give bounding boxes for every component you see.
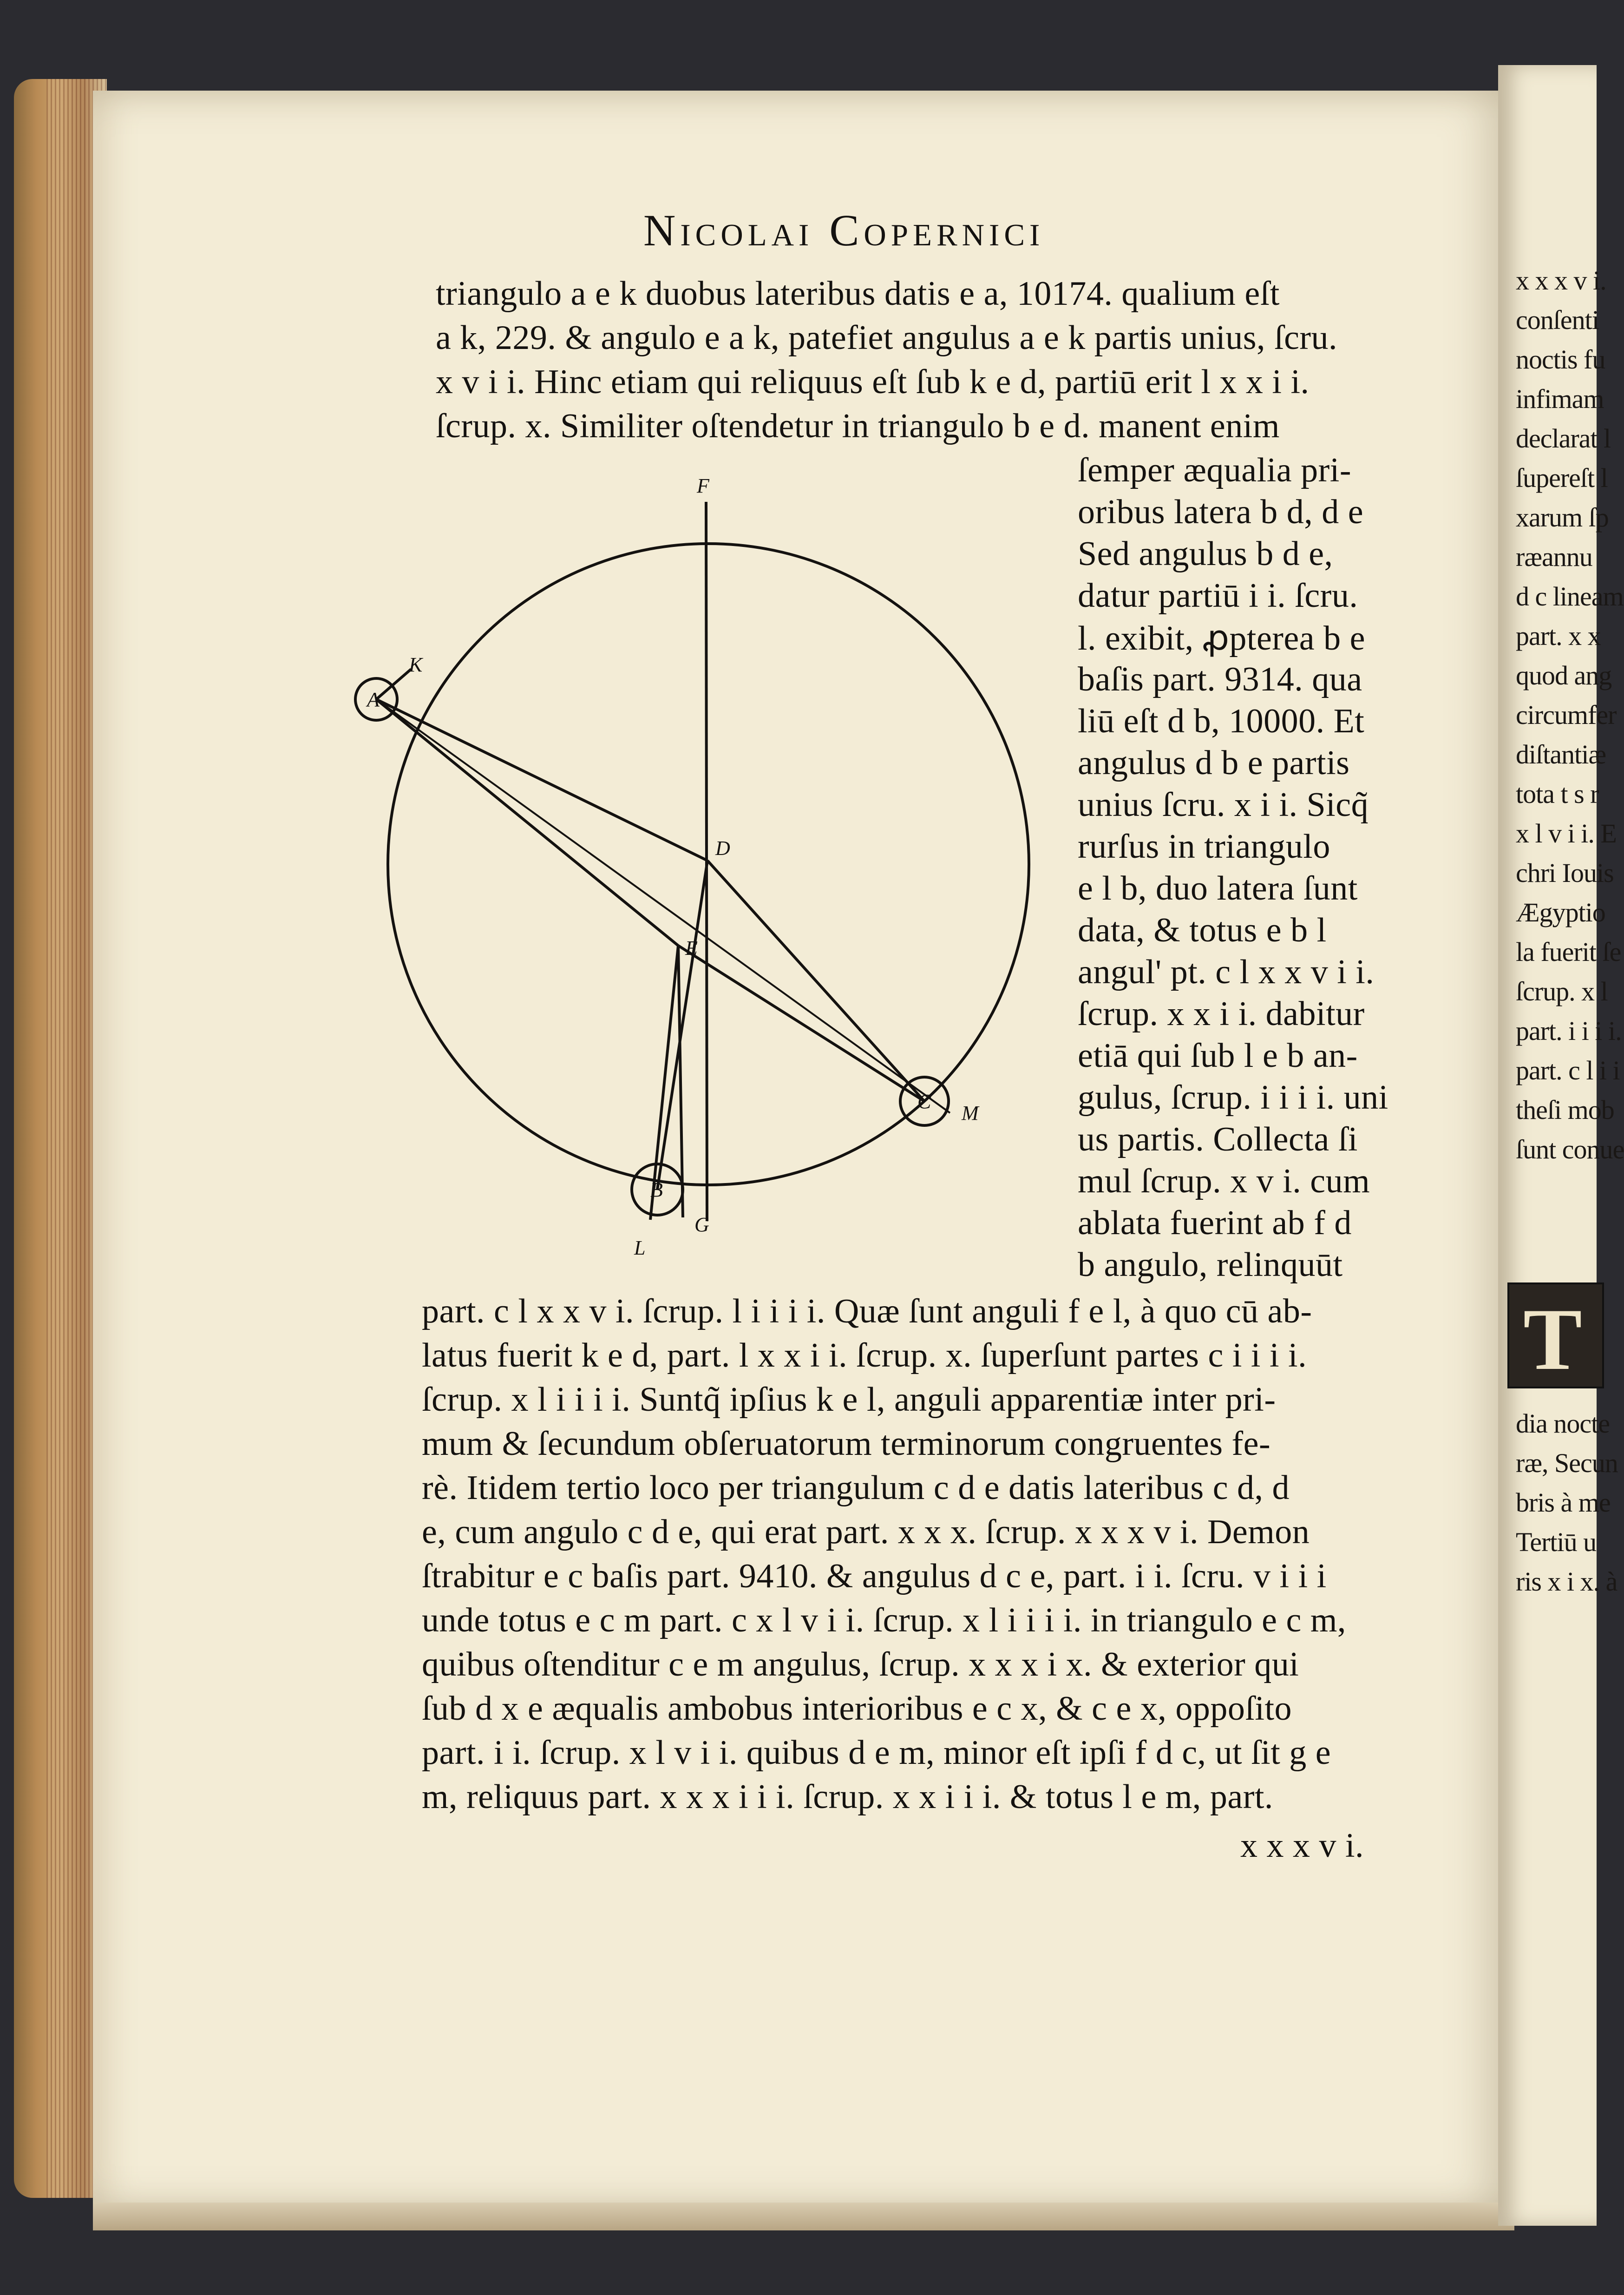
text-line: ſtrabitur e c baſis part. 9410. & angulus d c e, part. i i. ſcru. v i i i (422, 1557, 1327, 1595)
side-text-line: Sed angulus b d e, (1078, 535, 1333, 573)
side-text-line: data, & totus e b l (1078, 911, 1327, 949)
facing-page (1498, 65, 1624, 2226)
text-line: quibus oſtenditur c e m angulus, ſcrup. x x x i x. & exterior qui (422, 1645, 1299, 1683)
facing-line: bris à me (1516, 1487, 1611, 1518)
geometric-diagram (325, 465, 1078, 1301)
line-a-d (376, 699, 707, 861)
facing-line: chri Iouis (1516, 858, 1614, 888)
facing-line: dia nocte (1516, 1408, 1610, 1439)
catchword: x x x v i. (1240, 1827, 1364, 1865)
facing-line: ſunt conue (1516, 1134, 1624, 1164)
facing-line: ris x i x. à (1516, 1566, 1617, 1597)
text-line: unde totus e c m part. c x l v i i. ſcrup. x l i i i i. in triangulo e c m, (422, 1601, 1346, 1639)
facing-line: part. i i i i. (1516, 1016, 1622, 1046)
text-line: e, cum angulo c d e, qui erat part. x x x. ſcrup. x x x v i. Demon (422, 1513, 1310, 1551)
facing-line: xarum ſp (1516, 502, 1609, 533)
text-line: ſcrup. x. Similiter oſtendetur in triangulo b e d. manent enim (436, 407, 1280, 445)
facing-line: theſi mob (1516, 1095, 1614, 1125)
facing-line: Tertiū u (1516, 1527, 1597, 1557)
label-a: A (367, 688, 380, 711)
text-line: ſub d x e æqualis ambobus interioribus e c x, & c e x, oppoſito (422, 1690, 1292, 1728)
facing-line: Ægyptio (1516, 897, 1605, 927)
label-d: D (715, 837, 730, 860)
facing-line: declarat l (1516, 423, 1611, 454)
facing-line: part. x x (1516, 621, 1601, 651)
line-d-c (707, 861, 924, 1101)
facing-line: part. c l i i (1516, 1055, 1620, 1085)
label-k: K (409, 653, 423, 676)
side-text-line: b angulo, relinquūt (1078, 1246, 1343, 1284)
facing-line: x l v i i. E (1516, 818, 1617, 848)
side-text-line: ſcrup. x x i i. dabitur (1078, 995, 1365, 1033)
text-line: ſcrup. x l i i i i. Suntq̃ ipſius k e l, anguli apparentiæ inter pri- (422, 1381, 1276, 1419)
facing-decorated-initial (1507, 1282, 1604, 1388)
text-line: x v i i. Hinc etiam qui reliquus eſt ſub k e d, partiū erit l x x i i. (436, 363, 1310, 401)
label-e: E (685, 937, 698, 960)
facing-line: ræannu (1516, 542, 1592, 572)
facing-line: ſupereſt l (1516, 463, 1608, 493)
facing-line: conſenti (1516, 305, 1599, 335)
text-line: latus fuerit k e d, part. l x x i i. ſcrup. x. ſuperſunt partes c i i i i. (422, 1336, 1307, 1374)
label-m: M (962, 1102, 979, 1124)
side-text-line: l. exibit, ꝓpterea b e (1078, 619, 1365, 658)
side-text-line: ſemper æqualia pri- (1078, 451, 1351, 489)
line-e-c (678, 946, 924, 1101)
side-text-line: ablata fuerint ab f d (1078, 1204, 1352, 1242)
line-a-m (376, 699, 950, 1113)
side-text-line: liū eſt d b, 10000. Et (1078, 702, 1365, 740)
facing-line: infimam (1516, 384, 1604, 414)
side-text-line: e l b, duo latera ſunt (1078, 869, 1358, 907)
side-text-line: datur partiū i i. ſcru. (1078, 577, 1358, 615)
text-line: part. i i. ſcrup. x l v i i. quibus d e m, minor eſt ipſi f d c, ut ſit g e (422, 1734, 1331, 1772)
text-line: rè. Itidem tertio loco per triangulum c d e datis lateribus c d, d (422, 1469, 1290, 1507)
side-text-line: gulus, ſcrup. i i i i. uni (1078, 1078, 1388, 1117)
facing-line: circumfer (1516, 700, 1617, 730)
book-bottom-edge (93, 2203, 1514, 2230)
side-text-line: unius ſcru. x i i. Sicq̃ (1078, 786, 1369, 824)
text-line: mum & ſecundum obſeruatorum terminorum congruentes fe- (422, 1425, 1271, 1463)
side-text-line: angul' pt. c l x x v i i. (1078, 953, 1375, 991)
label-f: F (697, 474, 709, 497)
text-line: part. c l x x v i. ſcrup. l i i i i. Quæ ſunt anguli f e l, à quo cū ab- (422, 1292, 1312, 1330)
label-g: G (694, 1213, 709, 1236)
side-text-line: mul ſcrup. x v i. cum (1078, 1162, 1370, 1200)
facing-line: d c lineam (1516, 581, 1624, 612)
label-l: L (634, 1236, 646, 1259)
facing-line: x x x v i. (1516, 265, 1606, 296)
main-circle (388, 544, 1029, 1185)
facing-line: la fuerit ſe (1516, 937, 1621, 967)
side-text-line: angulus d b e partis (1078, 744, 1350, 782)
facing-line: noctis fu (1516, 344, 1605, 375)
line-a-k (376, 669, 411, 699)
facing-line: diſtantiæ (1516, 739, 1606, 769)
label-b: B (650, 1178, 663, 1201)
facing-line: ræ, Secun (1516, 1448, 1618, 1478)
side-text-line: baſis part. 9314. qua (1078, 660, 1362, 698)
facing-line: quod ang (1516, 660, 1612, 690)
label-c: C (917, 1090, 931, 1113)
side-text-line: oribus latera b d, d e (1078, 493, 1364, 531)
facing-initial-letter: T (1523, 1291, 1582, 1388)
facing-line: tota t s r (1516, 779, 1599, 809)
side-text-line: us partis. Collecta ſi (1078, 1120, 1358, 1158)
running-header: Nicolai Copernici (643, 205, 1045, 255)
text-line: triangulo a e k duobus lateribus datis e a, 10174. qualium eſt (436, 275, 1280, 313)
text-line: a k, 229. & angulo e a k, patefiet angulus a e k partis unius, ſcru. (436, 319, 1338, 357)
side-text-line: etiā qui ſub l e b an- (1078, 1037, 1358, 1075)
facing-line: ſcrup. x l (1516, 976, 1608, 1006)
text-line: m, reliquus part. x x x i i i. ſcrup. x x i i i. & totus l e m, part. (422, 1778, 1273, 1816)
line-a-e (376, 699, 678, 946)
side-text-line: rurſus in triangulo (1078, 828, 1330, 866)
